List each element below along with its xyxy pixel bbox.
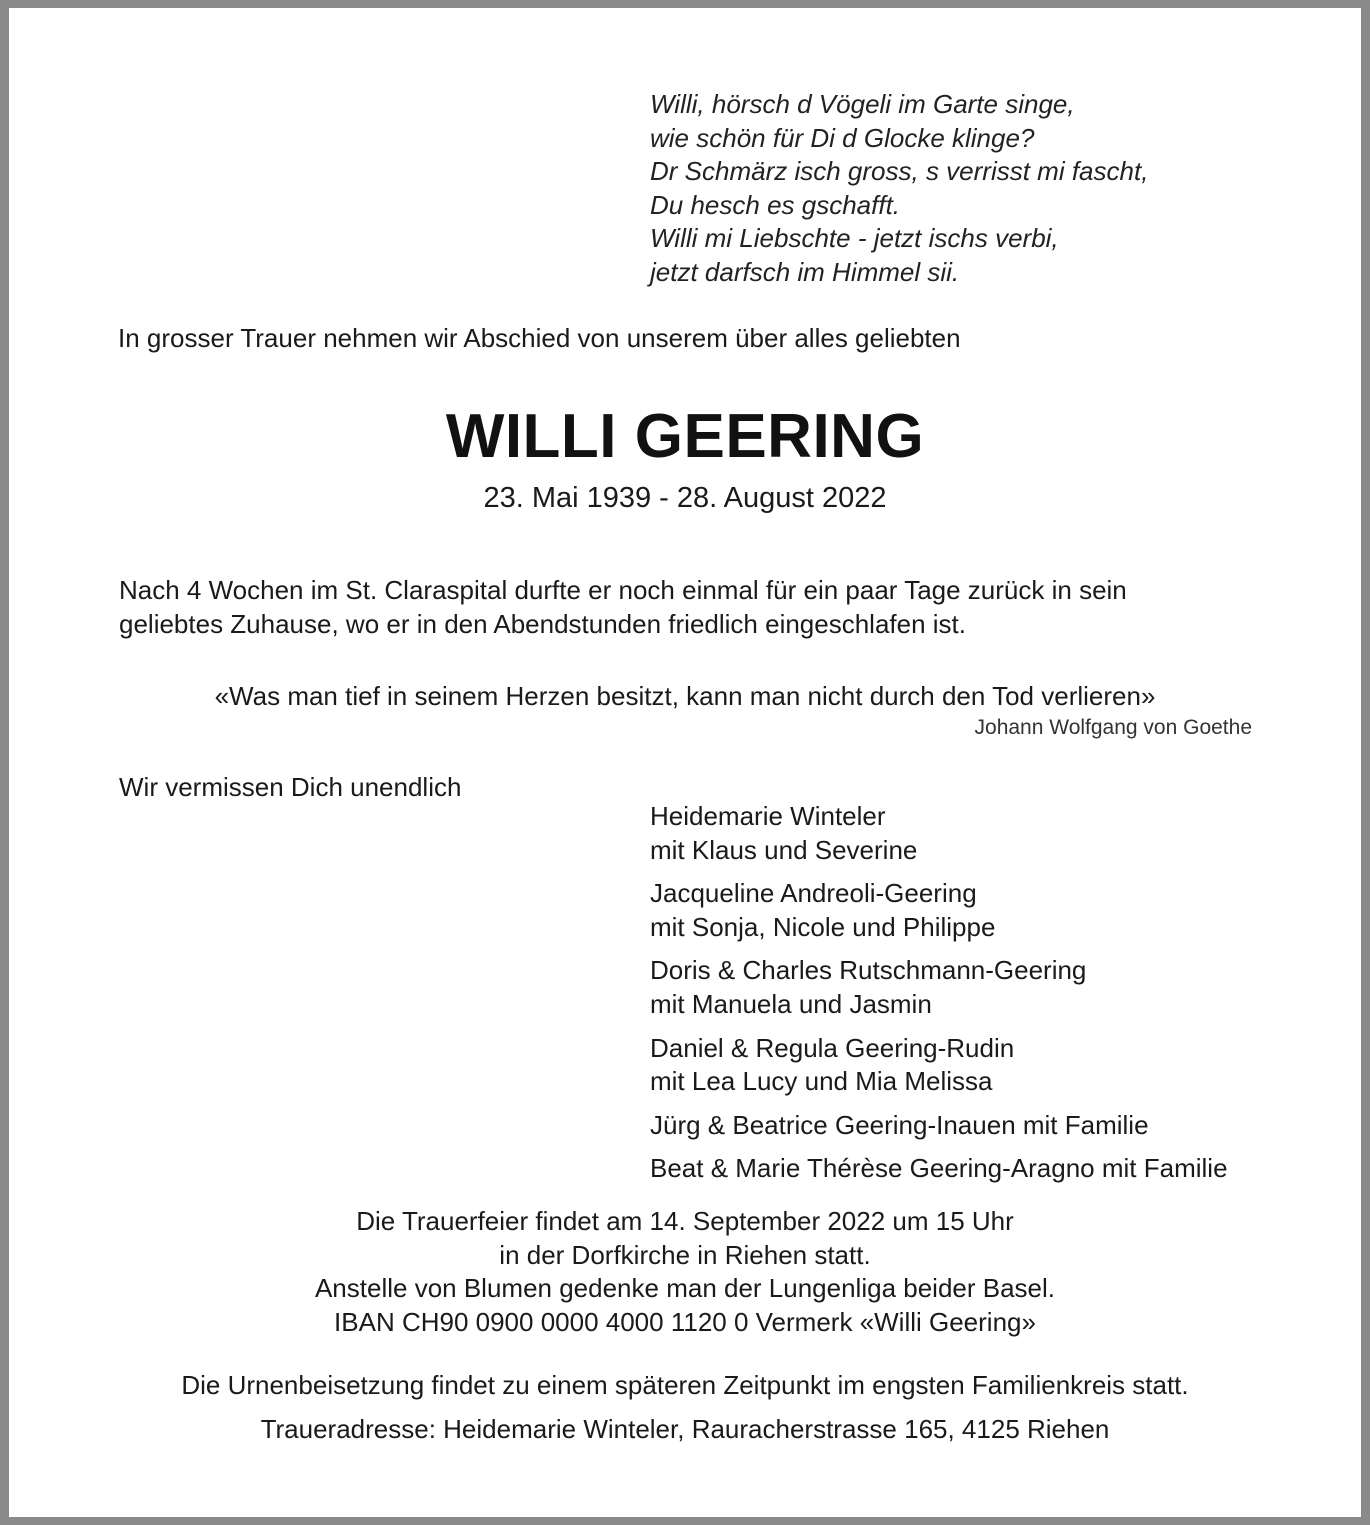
family-entry: [650, 1032, 1228, 1099]
poem-line: Dr Schmärz isch gross, s verrisst mi fascht,: [650, 156, 1149, 187]
family-line: Doris & Charles Rutschmann-Geering: [650, 955, 1087, 986]
service-line: Die Trauerfeier findet am 14. September 2022 um 15 Uhr: [356, 1206, 1014, 1236]
service-line: in der Dorfkirche in Riehen statt.: [499, 1239, 871, 1270]
service-line: IBAN CH90 0900 0000 4000 1120 0 Vermerk «Willi Geering»: [334, 1306, 1036, 1337]
quote-text: «Was man tief in seinem Herzen besitzt, kann man nicht durch den Tod verlieren»: [214, 681, 1156, 711]
poem-line: Du hesch es gschafft.: [650, 189, 901, 220]
service-info: [9, 1205, 1361, 1339]
obituary-page: [9, 8, 1361, 1517]
poem: [650, 88, 1148, 290]
service-line: Anstelle von Blumen gedenke man der Lungenliga beider Basel.: [314, 1273, 1056, 1304]
deceased-name: WILLI GEERING: [445, 402, 925, 471]
family-line: Daniel & Regula Geering-Rudin: [650, 1032, 1015, 1063]
mourning-address: Traueradresse: Heidemarie Winteler, Rauracherstrasse 165, 4125 Riehen: [260, 1414, 1110, 1444]
intro-text: In grosser Trauer nehmen wir Abschied von unserem über alles geliebten: [118, 323, 961, 353]
poem-line: wie schön für Di d Glocke klinge?: [650, 122, 1035, 153]
family-entry: [650, 1109, 1228, 1143]
poem-line: Willi mi Liebschte - jetzt ischs verbi,: [650, 223, 1059, 254]
family-line: Beat & Marie Thérèse Geering-Aragno mit Familie: [650, 1153, 1228, 1184]
family-line: Heidemarie Winteler: [650, 801, 886, 831]
paragraph-line: geliebtes Zuhause, wo er in den Abendstunden friedlich eingeschlafen ist.: [119, 609, 967, 639]
family-list: [650, 800, 1228, 1196]
urn-notice: Die Urnenbeisetzung findet zu einem späteren Zeitpunkt im engsten Familienkreis statt.: [181, 1370, 1189, 1400]
family-line: Jacqueline Andreoli-Geering: [650, 878, 977, 909]
family-entry: [650, 954, 1228, 1021]
family-line: mit Manuela und Jasmin: [650, 988, 932, 1019]
farewell-paragraph: [119, 573, 1127, 641]
miss-line: Wir vermissen Dich unendlich: [119, 772, 462, 802]
family-line: mit Klaus und Severine: [650, 834, 918, 865]
poem-line: jetzt darfsch im Himmel sii.: [650, 256, 960, 287]
family-line: mit Sonja, Nicole und Philippe: [650, 911, 996, 942]
family-line: mit Lea Lucy und Mia Melissa: [650, 1066, 993, 1097]
life-dates: 23. Mai 1939 - 28. August 2022: [483, 482, 887, 514]
paragraph-line: Nach 4 Wochen im St. Claraspital durfte er noch einmal für ein paar Tage zurück in sein: [119, 575, 1127, 605]
family-line: Jürg & Beatrice Geering-Inauen mit Familie: [650, 1109, 1149, 1140]
poem-line: Willi, hörsch d Vögeli im Garte singe,: [650, 89, 1075, 119]
quote-author: Johann Wolfgang von Goethe: [974, 716, 1252, 739]
family-entry: [650, 800, 1228, 867]
family-entry: [650, 877, 1228, 944]
family-entry: [650, 1152, 1228, 1186]
